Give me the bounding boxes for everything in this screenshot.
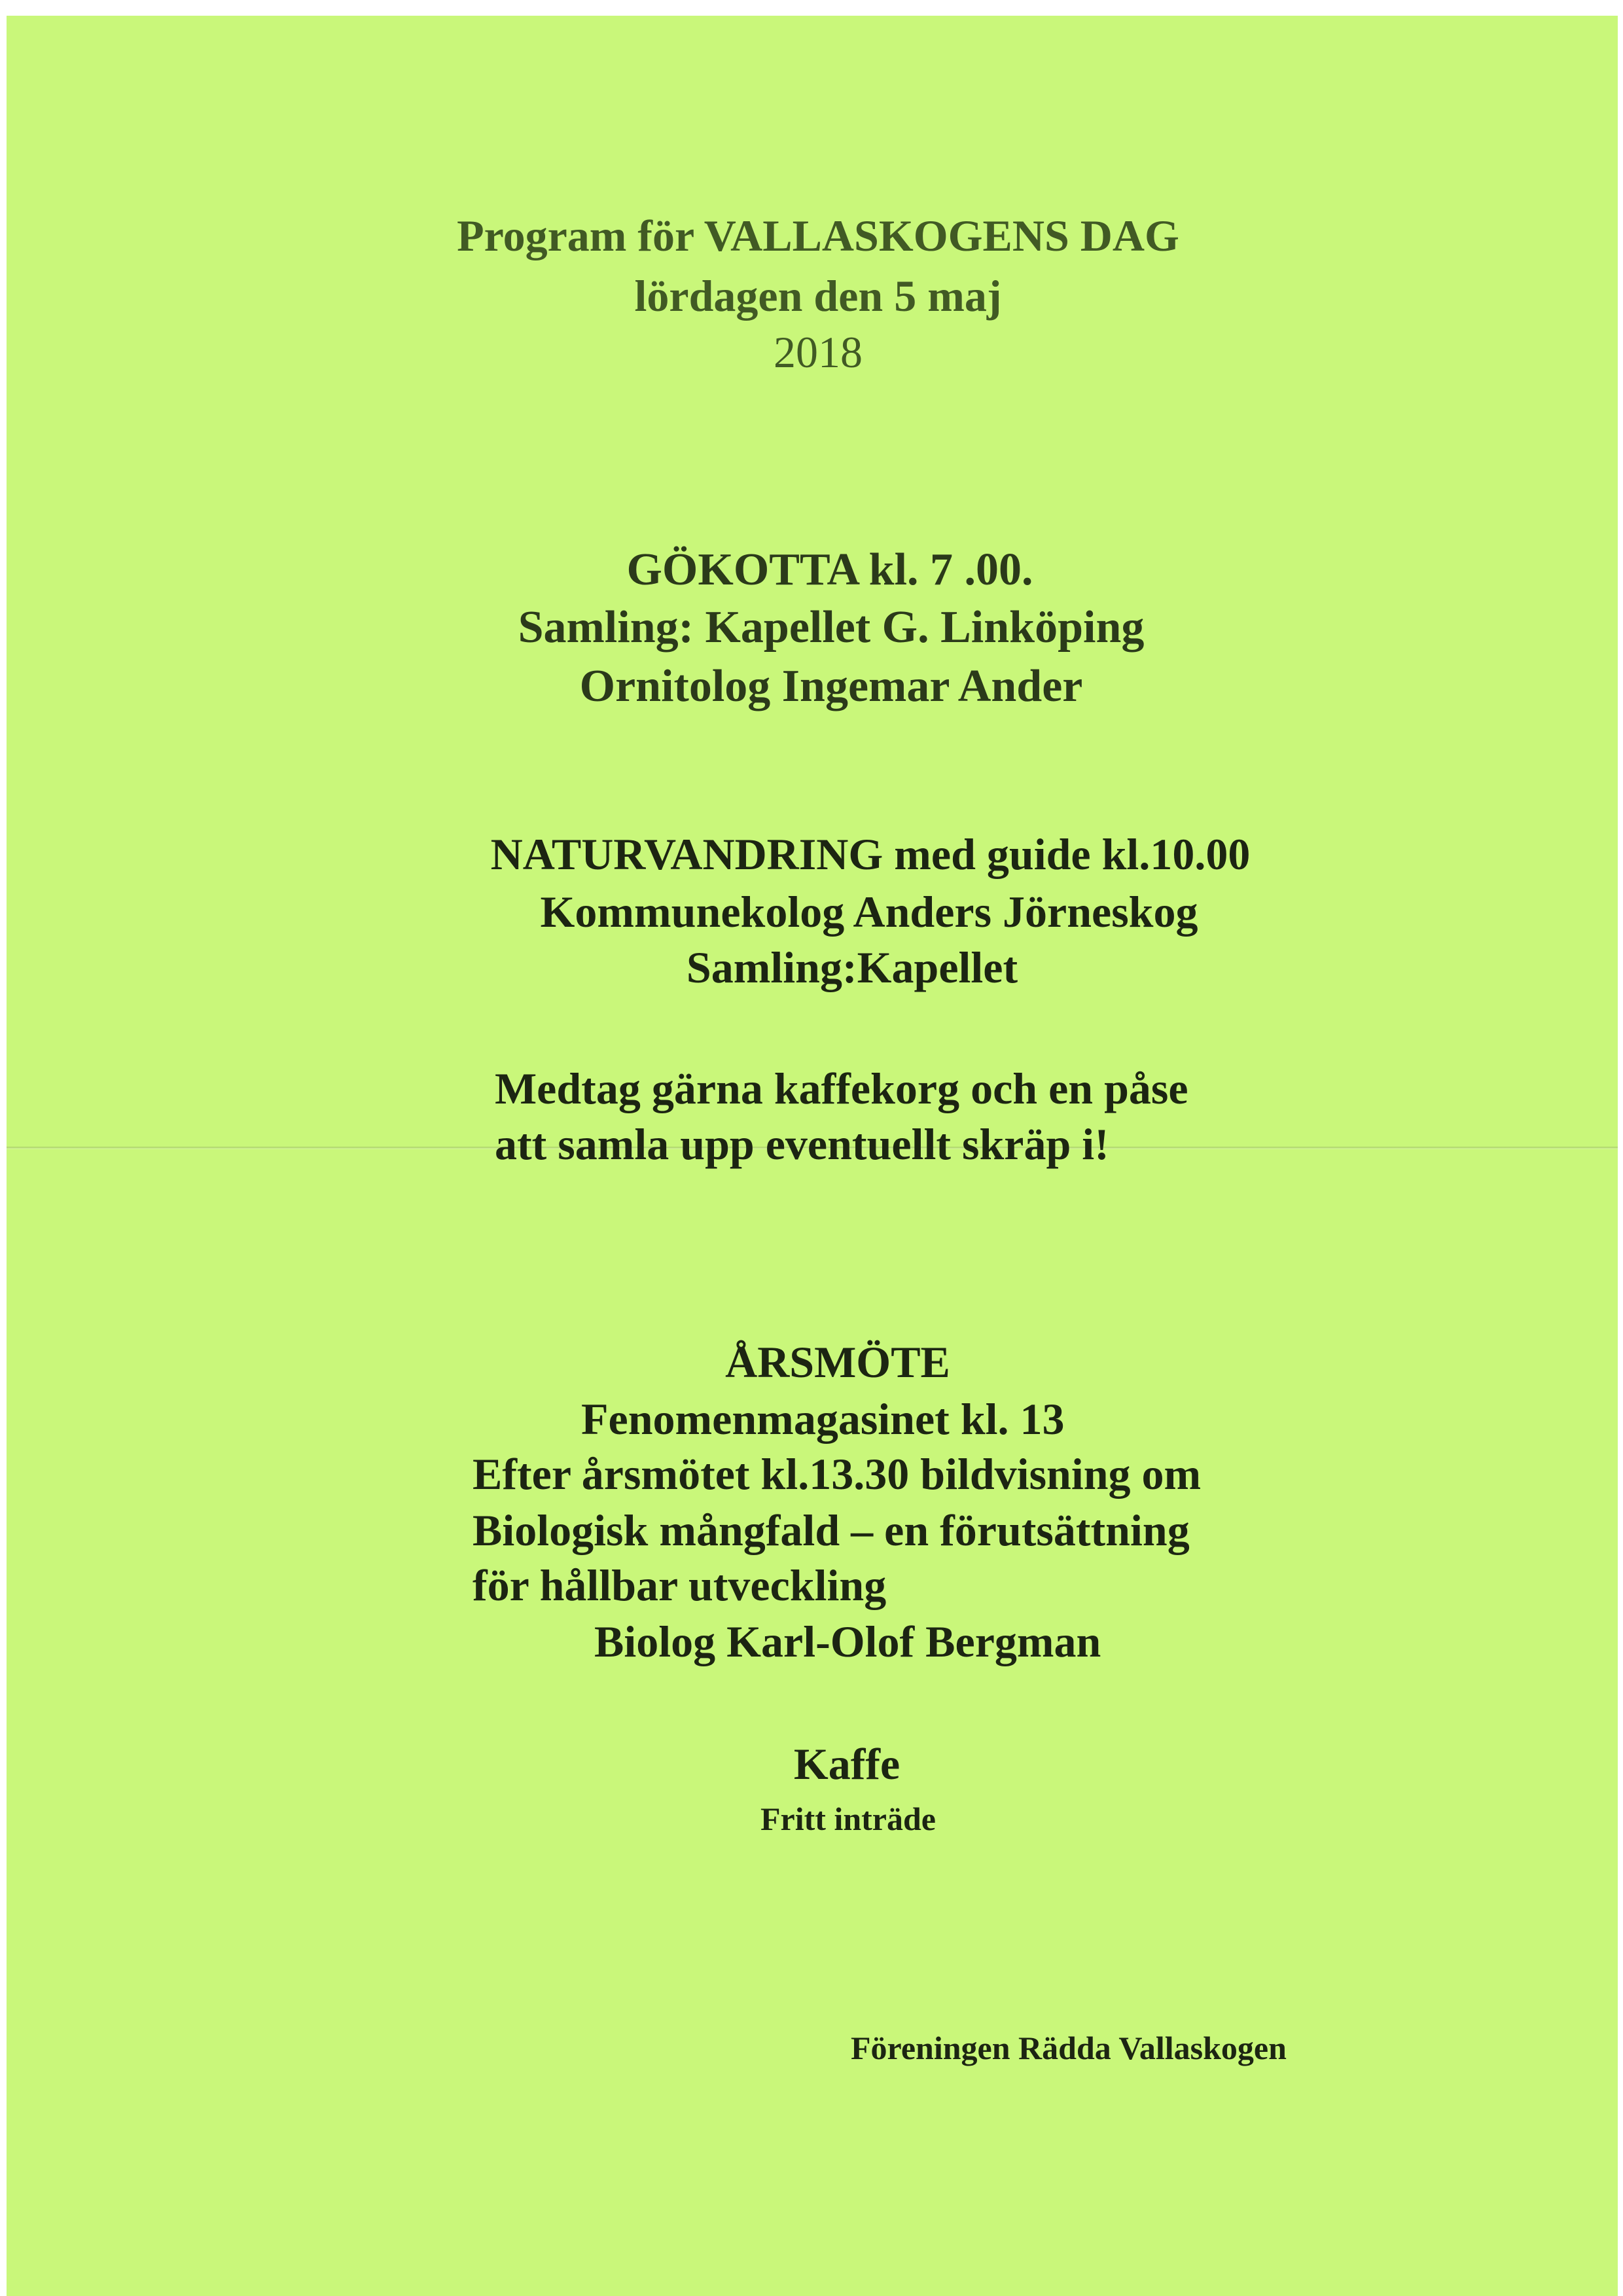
naturvandring-note-line-1: Medtag gärna kaffekorg och en påse (495, 1064, 1188, 1113)
gokotta-meeting-point: Samling: Kapellet G. Linköping (518, 602, 1145, 653)
organization-signature: Föreningen Rädda Vallaskogen (851, 2030, 1287, 2066)
gokotta-title: GÖKOTTA kl. 7 .00. (626, 545, 1033, 595)
naturvandring-title: NATURVANDRING med guide kl.10.00 (490, 829, 1251, 879)
arsmote-talk-line-3: för hållbar utveckling (473, 1560, 887, 1610)
naturvandring-leader: Kommunekolog Anders Jörneskog (540, 887, 1198, 937)
naturvandring-note-line-2: att samla upp eventuellt skräp i! (495, 1119, 1109, 1169)
arsmote-location: Fenomenmagasinet kl. 13 (581, 1394, 1065, 1444)
coffee-note: Kaffe (793, 1739, 901, 1789)
naturvandring-meeting-point: Samling:Kapellet (686, 942, 1018, 992)
arsmote-talk-line-1: Efter årsmötet kl.13.30 bildvisning om (473, 1449, 1202, 1499)
arsmote-title: ÅRSMÖTE (725, 1337, 950, 1387)
event-year: 2018 (774, 327, 863, 377)
event-date: lördagen den 5 maj (634, 271, 1002, 321)
gokotta-leader: Ornitolog Ingemar Ander (579, 661, 1083, 711)
free-entry-note: Fritt inträde (760, 1801, 936, 1837)
program-flyer (7, 16, 1618, 2296)
arsmote-speaker: Biolog Karl-Olof Bergman (594, 1617, 1101, 1666)
arsmote-talk-line-2: Biologisk mångfald – en förutsättning (473, 1505, 1190, 1555)
flyer-title: Program för VALLASKOGENS DAG (457, 211, 1179, 260)
